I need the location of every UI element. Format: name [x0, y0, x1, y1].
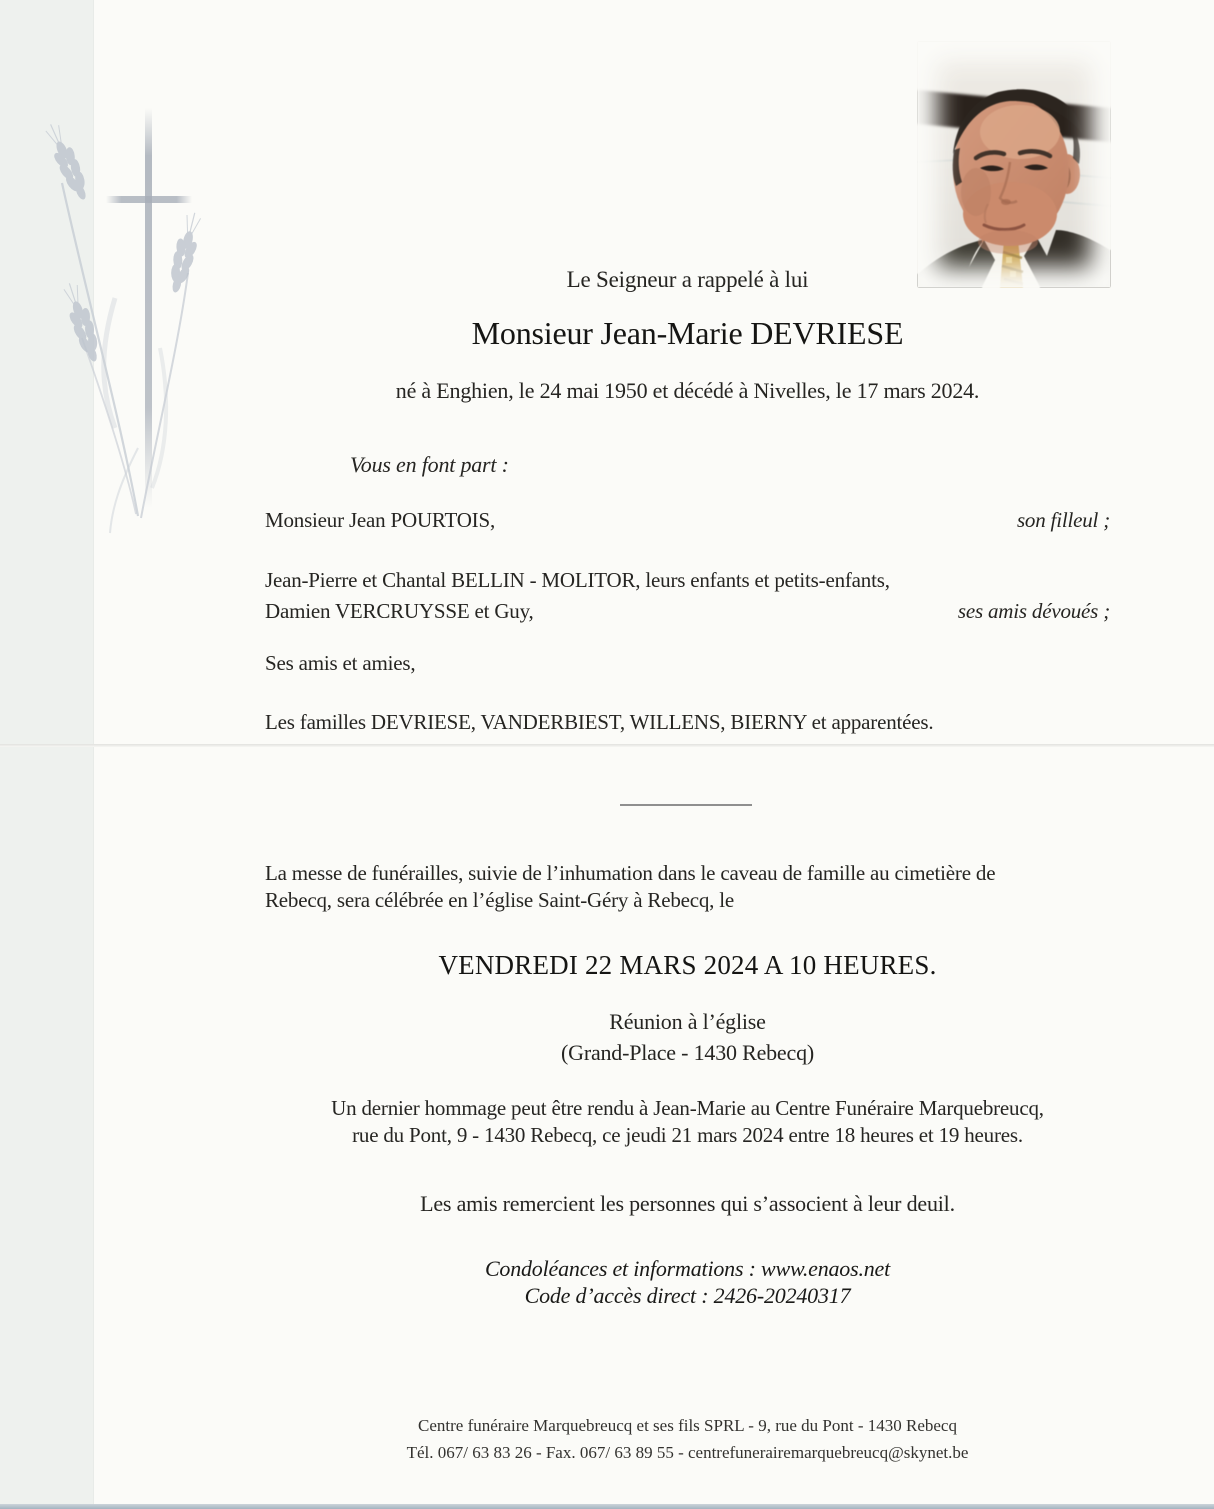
- announcer-relation: ses amis dévoués ;: [957, 599, 1110, 623]
- ceremony-datetime: VENDREDI 22 MARS 2024 A 10 HEURES.: [438, 950, 937, 980]
- announcer-name: Ses amis et amies,: [265, 651, 416, 675]
- announcer-name: Monsieur Jean POURTOIS,: [265, 508, 495, 532]
- announcer-relation: son filleul ;: [1016, 508, 1110, 532]
- section-divider: [620, 804, 752, 806]
- intro-line: Le Seigneur a rappelé à lui: [566, 267, 809, 292]
- announcement-label: Vous en font part :: [350, 452, 509, 477]
- ceremony-paragraph: [265, 860, 1110, 914]
- life-dates: né à Enghien, le 24 mai 1950 et décédé à Nivelles, le 17 mars 2024.: [395, 378, 980, 403]
- tribute-line: rue du Pont, 9 - 1430 Rebecq, ce jeudi 21 mars 2024 entre 18 heures et 19 heures.: [352, 1123, 1023, 1147]
- announcer-name: Jean-Pierre et Chantal BELLIN - MOLITOR, leurs enfants et petits-enfants,: [265, 568, 890, 592]
- thanks-line: Les amis remercient les personnes qui s’associent à leur deuil.: [420, 1191, 955, 1216]
- tribute-line: Un dernier hommage peut être rendu à Jean-Marie au Centre Funéraire Marquebreucq,: [331, 1096, 1044, 1120]
- deceased-name: Monsieur Jean-Marie DEVRIESE: [471, 315, 904, 351]
- meeting-line: Réunion à l’église: [609, 1009, 766, 1034]
- condolences-access-code: Code d’accès direct : 2426-20240317: [524, 1283, 851, 1308]
- ceremony-paragraph-line: La messe de funérailles, suivie de l’inhumation dans le caveau de famille au cimetière de: [265, 861, 996, 885]
- condolences-info: Condoléances et informations : www.enaos.net: [484, 1256, 891, 1281]
- cross-icon: [145, 108, 152, 508]
- tribute-paragraph: [265, 1095, 1110, 1149]
- bottom-scan-edge: [0, 1504, 1214, 1509]
- funeral-home-footer: [265, 1412, 1110, 1466]
- announcer-name: Damien VERCRUYSSE et Guy,: [265, 599, 534, 623]
- announcer-row: [265, 598, 1110, 625]
- ceremony-paragraph-line: Rebecq, sera célébrée en l’église Saint-Géry à Rebecq, le: [265, 888, 735, 912]
- footer-address: Centre funéraire Marquebreucq et ses fils SPRL - 9, rue du Pont - 1430 Rebecq: [418, 1416, 957, 1435]
- announcer-row: [265, 507, 1110, 534]
- meeting-place-line: (Grand-Place - 1430 Rebecq): [561, 1040, 814, 1065]
- announcer-row: [265, 709, 1110, 736]
- announcer-row: [265, 650, 1110, 677]
- footer-contacts: Tél. 067/ 63 83 26 - Fax. 067/ 63 89 55 - centrefunerairemarquebreucq@skynet.be: [406, 1443, 969, 1462]
- condolences-block: [265, 1255, 1110, 1309]
- announcer-row: [265, 567, 1110, 594]
- cross-and-wheat-icon: [20, 88, 240, 538]
- announcement-body: [265, 0, 1110, 1509]
- announcer-name: Les familles DEVRIESE, VANDERBIEST, WILLENS, BIERNY et apparentées.: [265, 710, 934, 734]
